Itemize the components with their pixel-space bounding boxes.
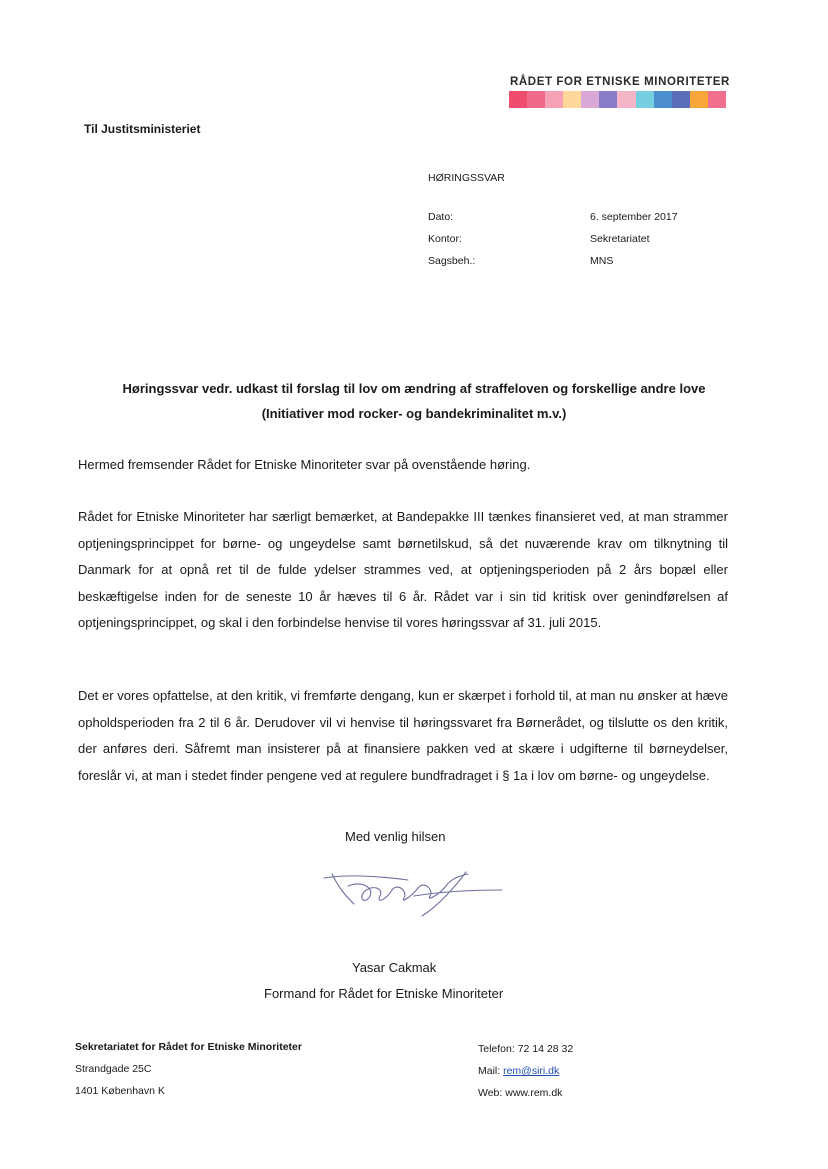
logo-color-segment	[527, 91, 545, 108]
date-value: 6. september 2017	[590, 211, 678, 223]
subject-line-1: Høringssvar vedr. udkast til forslag til lov om ændring af straffeloven og forskellige andre love	[122, 381, 706, 396]
subject-line-2: (Initiativer mod rocker- og bandekriminalitet m.v.)	[261, 406, 567, 421]
footer-mail	[478, 1065, 559, 1077]
body-paragraph-1: Rådet for Etniske Minoriteter har særligt bemærket, at Bandepakke III tænkes finansieret ved, at man strammer optjeningsprincippet for børne- og ungeydelse samt børnetilskud, så det nuværende krav om tilknytning til Danmark for at opnå ret til de fulde ydelser strammes ved, at optjeningsperioden på 2 års bopæl eller beskæftigelse inden for de seneste 10 år hæves til 6 år. Rådet var i sin tid kritisk over genindførelsen af optjeningsprincippet, og skal i den forbindelse henvise til vores høringssvar af 31. juli 2015.	[78, 509, 728, 630]
phone-number: 72 14 28 32	[517, 1043, 574, 1055]
phone-label: Telefon:	[478, 1043, 515, 1055]
footer-street: Strandgade 25C	[75, 1063, 152, 1075]
office-value: Sekretariatet	[590, 233, 650, 245]
body-paragraph-2: Det er vores opfattelse, at den kritik, vi fremførte dengang, kun er skærpet i forhold til, at man nu ønsker at hæve opholdsperioden fra 2 til 6 år. Derudover vil vi henvise til høringssvaret fra Børnerådet, og tilslutte os den kritik, der anføres deri. Såfremt man insisterer på at finansiere pakken ved at skære i udgifterne til børneydelser, foreslår vi, at man i stedet finder pengene ved at regulere bundfradraget i § 1a i lov om børne- og ungeydelse.	[78, 688, 728, 783]
closing: Med venlig hilsen	[345, 829, 446, 844]
intro-paragraph: Hermed fremsender Rådet for Etniske Minoriteter svar på ovenstående høring.	[78, 457, 531, 472]
web-link[interactable]: www.rem.dk	[505, 1087, 563, 1099]
footer-phone	[478, 1043, 573, 1055]
logo-color-segment	[617, 91, 635, 108]
mail-link[interactable]: rem@siri.dk	[503, 1065, 560, 1077]
case-handler-label: Sagsbeh.:	[428, 255, 476, 267]
mail-label: Mail:	[478, 1065, 501, 1077]
case-handler-value: MNS	[590, 255, 614, 267]
document-type: HØRINGSSVAR	[428, 172, 505, 184]
logo-color-segment	[690, 91, 708, 108]
recipient: Til Justitsministeriet	[84, 122, 201, 136]
web-label: Web:	[478, 1087, 503, 1099]
date-label: Dato:	[428, 211, 454, 223]
logo-color-segment	[563, 91, 581, 108]
logo-color-segment	[599, 91, 617, 108]
signatory-title: Formand for Rådet for Etniske Minoriteter	[264, 986, 504, 1001]
logo-color-segment	[672, 91, 690, 108]
office-label: Kontor:	[428, 233, 462, 245]
subject-heading	[60, 376, 768, 426]
logo-color-segment	[581, 91, 599, 108]
footer-web	[478, 1087, 562, 1099]
logo-color-bar	[509, 91, 726, 108]
logo-color-segment	[708, 91, 726, 108]
logo-color-segment	[509, 91, 527, 108]
logo-color-segment	[654, 91, 672, 108]
logo-color-segment	[636, 91, 654, 108]
footer-organization: Sekretariatet for Rådet for Etniske Minoriteter	[75, 1041, 302, 1053]
logo-color-segment	[545, 91, 563, 108]
signatory-name: Yasar Cakmak	[352, 960, 437, 975]
footer-city: 1401 København K	[75, 1085, 165, 1097]
handwritten-signature	[318, 866, 508, 922]
organization-logo-text: RÅDET FOR ETNISKE MINORITETER	[510, 76, 730, 88]
